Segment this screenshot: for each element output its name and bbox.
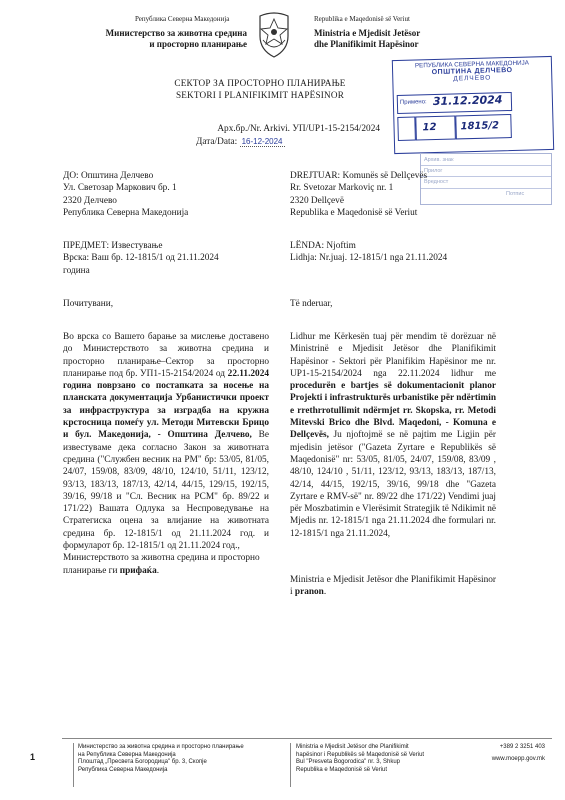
body-mk-p1-date: 22.11.2024 [227,368,269,379]
header-ministry-al-line2: dhe Planifikimit Hapësinor [314,39,419,49]
header-ministry-mk-line1: Министерство за животна средина [105,28,247,38]
subject-mk-ref2: година [63,265,90,276]
body-al-paragraph2 [290,574,496,599]
header-republic-al: Republika e Maqedonisë së Veriut [314,15,410,23]
stamp-number-b: 1815/2 [460,120,500,133]
body-al-p2-b: pranon [294,587,324,598]
header-republic-mk: Република Северна Македонија [135,15,230,23]
stamp-received-box [397,92,512,114]
footer-al-line4: Republika e Maqedonisë së Veriut [296,766,388,773]
footer-website-link[interactable]: www.moepp.gov.mk [491,755,545,762]
footer-al-line1: Ministria e Mjedisit Jetësor dhe Planifikimit [296,744,409,750]
recipient-mk-line4: Република Северна Македонија [63,207,189,218]
subject-al-ref1: Lidhja: Nr.juaj. 12-1815/1 nga 21.11.2024 [290,253,448,264]
coat-of-arms-icon [254,10,294,60]
stamp-received-date: 31.12.2024 [432,93,503,109]
body-al-p1-b: procedurën e bartjes së dokumentacionit planor Projekti i infrastrukturës urbanistike për ndërtimin e rrethrrotullimit ndërmjet rr. Skopska, rr. Metodi Mitevski Brico dhe Blvd. Maqedoni, - Komuna e Dellçevës, [290,381,496,441]
footer-al-line2: hapësinor i Republikës së Maqedonisë së Veriut [296,751,425,758]
stamp-line2: ОПШТИНА ДЕЛЧЕВО [431,66,513,77]
footer-contact [470,744,545,763]
header-ministry-al [314,28,420,50]
recipient-al [290,170,500,219]
header-ministry-mk [60,28,247,50]
footer-al [296,744,466,774]
body-al-p2-c: . [323,587,327,598]
stamp-number-a: 12 [422,121,437,134]
recipient-al-line4: Republika e Maqedonisë së Veriut [290,207,418,218]
subject-al-title: LËNDA: Njoftim [290,241,356,251]
footer-mk-line2: на Република Северна Македонија [78,751,176,758]
header-ministry-al-line1: Ministria e Mjedisit Jetësor [314,28,421,38]
page-number: 1 [30,752,36,762]
footer-mk [78,744,278,774]
stamp-received-label: Примено: [399,99,427,106]
recipient-mk-line3: 2320 Делчево [63,195,117,206]
header-ministry-mk-line2: и просторно планирање [149,39,247,49]
footer-mk-line3: Плоштад „Пресвета Богородица" бр. 3, Скопје [78,759,207,765]
recipient-mk-label: ДО: [63,171,79,181]
recipient-mk-line1: Општина Делчево [80,171,154,181]
body-al [290,331,496,599]
recipient-mk-line2: Ул. Светозар Маркович бр. 1 [63,183,177,194]
body-al-p1-a: Lidhur me Kërkesën tuaj për mendim të dorëzuar në Ministrinë e Mjedisit Jetësor dhe Planifikimit Hapësinor - Sektori për Planifikim Hapësinor me nr. UP1-15-2154/2024 nga 22.11.2024 lidhur me [290,332,496,379]
body-mk-p2-c: . [156,565,160,576]
body-al-paragraph1 [290,331,496,540]
body-mk-p1-a: Во врска со Вашето барање за мислење доставено до Министерството за животна средина и просторно планирање–Сектор за просторно планирање под бр. УП1-15-2154/2024 од [63,332,269,379]
body-al-p2-a: Ministria e Mjedisit Jetësor dhe Planifikimit Hapësinor i [290,575,496,598]
archive-number: Арх.бр./Nr. Arkivi. УП/UP1-15-2154/2024 [217,124,380,134]
recipient-al-line2: Rr. Svetozar Markoviç nr. 1 [290,183,394,194]
recipient-al-line3: 2320 Dellçevë [290,195,344,206]
subject-mk-title: ПРЕДМЕТ: Известување [63,241,163,251]
recipient-al-label: DREJTUAR: [290,171,341,181]
date-row [196,136,285,148]
stamp-line3: ДЕЛЧЕВО [453,74,492,83]
body-al-p1-c: Ju njoftojmë se në pajtim me Ligjin për mjedisin jetësor ("Gazeta Zyrtare e Republikës së Maqedonisë" nr: 53/05, 81/05, 24/07, 159/08, 83/09 , 48/10, 124/10 , 51/11, 123/12, 93/13, 183/13, 187/13, 42/14, 44/15, 192/15, 39/16, 99/18 dhe "Gazeta Zyrtare e RMV-së" nr. 89/22 dhe 171/22) Vendimi juaj për Moszbatimin e Vlerësimit Strategjik të Ndikimit në Mjedis nr. 12-1815/1 nga 21.11.2024 dhe formulari nr. 12-1815/1 nga 21.11.2024, [290,430,496,539]
subject-al [290,240,500,265]
footer-phone: +389 2 3251 403 [499,744,545,750]
footer-mk-line4: Република Северна Македонија [78,766,168,773]
sector-title [140,77,380,101]
body-mk-p1-b: година поврзано со постапката за носење на планската документација Урбанистички проект за инфраструктура за изградба на кружна крстосница помеѓу ул. Методи Митевски Брицо и бул. Македонија, - Општина Делчево, [63,381,269,441]
archive-stamp-line3: Вредност [424,179,449,185]
footer-separator-2 [290,743,291,787]
date-value: 16-12-2024 [241,137,283,146]
greeting-mk: Почитувани, [63,299,114,309]
date-label: Дата/Data: [196,137,238,147]
subject-mk-ref1: Врска: Ваш бр. 12-1815/1 од 21.11.2024 [63,253,219,264]
body-mk-p2-a: Министерството за животна средина и просторно планирање ги [63,553,260,576]
archive-stamp-line1: Архив. знак [424,157,454,163]
stamp-number-row [397,114,511,141]
footer-divider [62,738,552,739]
archive-stamp-line2: Прилог [424,168,443,174]
footer-mk-line1: Министерство за животна средина и просторно планирање [78,744,244,750]
sector-title-al: SEKTORI I PLANIFIKIMIT HAPËSINOR [175,90,345,100]
body-mk-paragraph2 [63,552,269,577]
body-mk [63,331,269,577]
received-stamp [392,56,554,154]
archive-stamp-line4: Потпис [506,191,525,197]
sector-title-mk: СЕКТОР ЗА ПРОСТОРНО ПЛАНИРАЊЕ [174,78,346,88]
body-mk-p2-b: прифаќа [119,565,157,576]
body-mk-paragraph1 [63,331,269,552]
stamp-line1: РЕПУБЛИКА СЕВЕРНА МАКЕДОНИЈА [414,59,530,70]
recipient-mk [63,170,273,219]
body-mk-p1-c: Ве известуваме дека согласно Закон за животната средина ("Службен весник на РМ" бр: 53/05, 81/05, 24/07, 159/08, 83/09, 48/10, 124/10, 51/11, 123/12, 93/13, 183/13, 187/13, 42/14, 44/15, 129/15, 192/15, 39/16, 99/18 и "Сл. Весник на РСМ" бр. 89/22 и 171/22) Вашата Одлука за Неспроведување на Стратегиска оцена за влијание на животната средина бр. 12-1815/1 од 21.11.2024 год. и формуларот бр. 12-1815/1 од 21.11.2024 год., [63,430,269,552]
subject-mk [63,240,273,277]
footer-separator-1 [73,743,74,787]
recipient-al-line1: Komunës së Dellçevës [342,171,428,181]
footer-al-line3: Bul "Presveta Bogorodica" nr. 3, Shkup [296,759,400,765]
greeting-al: Të nderuar, [290,299,333,309]
